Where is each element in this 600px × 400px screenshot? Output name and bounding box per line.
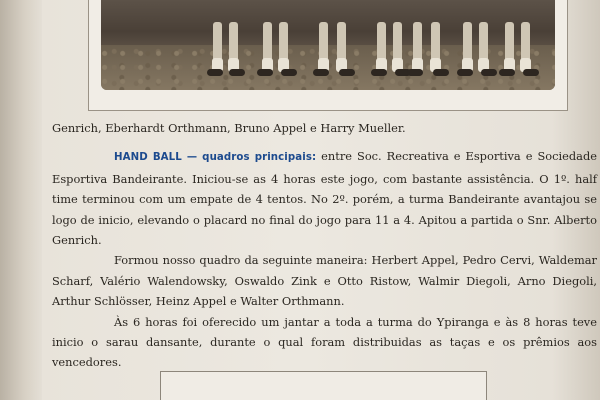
player-leg bbox=[279, 22, 288, 62]
player-shoe bbox=[339, 69, 355, 76]
player-leg bbox=[431, 22, 440, 62]
player-shoe bbox=[257, 69, 273, 76]
player-leg bbox=[413, 22, 422, 62]
player-leg bbox=[319, 22, 328, 62]
article-text bbox=[52, 118, 597, 373]
player-shoe bbox=[499, 69, 515, 76]
player-shoe bbox=[457, 69, 473, 76]
player-leg bbox=[377, 22, 386, 62]
player-shoe bbox=[523, 69, 539, 76]
player-leg bbox=[521, 22, 530, 62]
photo-frame bbox=[88, 0, 568, 111]
photo-caption-names: Genrich, Eberhardt Orthmann, Bruno Appel e Harry Mueller. bbox=[52, 121, 406, 135]
player-shoe bbox=[481, 69, 497, 76]
player-leg bbox=[213, 22, 222, 62]
dinner-paragraph: Às 6 horas foi oferecido um jantar a toda a turma do Ypiranga e às 8 horas teve inicio o sarau dansante, durante o qual foram distribuidas as taças e os prêmios aos vencedores. bbox=[52, 314, 597, 370]
player-leg bbox=[263, 22, 272, 62]
player-shoe bbox=[407, 69, 423, 76]
handball-body: entre Soc. Recreativa e Esportiva e Sociedade Esportiva Bandeirante. Iniciou-se as 4 horas este jogo, com bastante assistência. O 1º. half time terminou com um empate de 4 tentos. No 2º. porém, a turma Bandeirante avantajou se logo de inicio, elevando o placard no final do jogo para 11 a 4. Apitou a partida o Snr. Alberto Genrich. bbox=[52, 149, 597, 248]
player-shoe bbox=[281, 69, 297, 76]
player-leg bbox=[505, 22, 514, 62]
handball-paragraph bbox=[52, 146, 597, 250]
player-leg bbox=[393, 22, 402, 62]
player-shoe bbox=[313, 69, 329, 76]
page-binding-edge bbox=[0, 0, 42, 400]
lineup-paragraph: Formou nosso quadro da seguinte maneira: Herbert Appel, Pedro Cervi, Waldemar Scharf, Valério Walendowsky, Oswaldo Zink e Otto Ristow, Walmir Diegoli, Arno Diegoli, Arthur Schlösser, Heinz Appel e Walter Orthmann. bbox=[52, 253, 597, 309]
team-photo bbox=[101, 0, 555, 90]
handball-heading: HAND BALL — quadros principais: bbox=[114, 152, 317, 164]
player-shoe bbox=[229, 69, 245, 76]
player-shoe bbox=[371, 69, 387, 76]
next-photo-frame bbox=[160, 371, 487, 400]
player-shoe bbox=[207, 69, 223, 76]
player-shoe bbox=[433, 69, 449, 76]
player-leg bbox=[229, 22, 238, 62]
player-leg bbox=[479, 22, 488, 62]
player-leg bbox=[463, 22, 472, 62]
player-leg bbox=[337, 22, 346, 62]
